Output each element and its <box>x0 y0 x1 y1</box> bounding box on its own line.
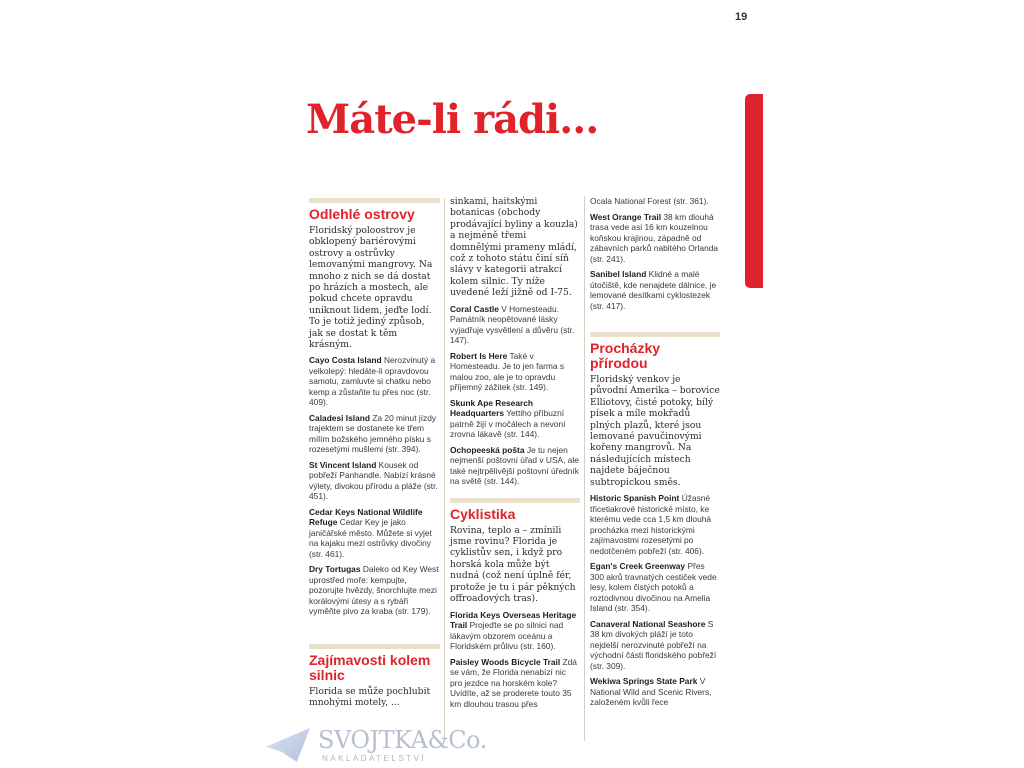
entry-cayo-costa <box>309 355 440 408</box>
entry-caladesi <box>309 413 440 455</box>
section-heading-odlehle-ostrovy: Odlehlé ostrovy <box>309 206 415 222</box>
section-lead: Floridský poloostrov je obklopený bariérovými ostrovy a ostrůvky lemovanými mangrovy. Na mnoho z nich se dá dostat po hrázích a mostech, ale pokud chcete opravdu uniknout lidem, jeďte lodí. To je totiž jediný způsob, jak se dostat k těm krásným. <box>309 225 433 351</box>
entry-ocala-continued <box>590 196 720 207</box>
entry-robert-is-here <box>450 351 580 393</box>
section-heading-prochazky: Procházky přírodou <box>590 340 661 371</box>
entry-text: Ocala National Forest (str. 361). <box>590 196 709 206</box>
entry-name: Florida Keys Overseas Heritage Trail <box>450 609 577 630</box>
entry-sanibel-island <box>590 269 720 311</box>
entry-name: Dry Tortugas <box>309 564 361 575</box>
entry-text: Nerozvinutý a velkolepý: hledáte-li opravdovou samotu, zamluvte si chatku nebo kemp a zůstaňte tu přes noc (str. 409). <box>309 355 436 408</box>
entry-st-vincent <box>309 460 440 502</box>
entry-text: Kousek od pobřeží Panhandle. Nabízí krásné výlety, divokou přírodu a pláže (str. 451). <box>309 459 438 502</box>
section-bar <box>309 644 440 649</box>
entry-name: St Vincent Island <box>309 459 377 470</box>
entry-text: Za 20 minut jízdy trajektem se dostanete ke třem mílím božského jemného písku s rozesetými mušlemi (str. 394). <box>309 412 437 455</box>
entry-name: West Orange Trail <box>590 211 662 222</box>
publisher-name: SVOJTKA&Co. <box>318 726 487 754</box>
entry-name: Paisley Woods Bicycle Trail <box>450 656 561 667</box>
section-lead: Floridský venkov je původní Amerika – borovice Elliotovy, čisté potoky, bílý písek a míle mokřadů plných plazů, které jsou lemované pavučinovými kořeny mangrovů. Na následujících místech najdete báječnou subtropickou směs. <box>590 374 720 488</box>
entry-text: S 38 km divokých pláží je toto nejdelší nerozvinuté pobřeží na východní části floridského pobřeží (str. 309). <box>590 618 717 671</box>
section-bar <box>309 198 440 203</box>
publisher-subtitle: NAKLADATELSTVÍ <box>322 754 427 763</box>
entry-florida-keys-trail <box>450 610 580 652</box>
entry-name: Canaveral National Seashore <box>590 618 706 629</box>
entry-coral-castle <box>450 304 580 346</box>
entry-text: Projeďte se po silnici nad lákavým obzorem oceánu a Floridském průlivu (str. 160). <box>450 620 564 651</box>
section-lead-continued: sinkami, haitskými botanicas (obchody prodávající byliny a kouzla) a nejméně třemi domnělými prameny mládí, což z tohoto státu činí síň slávy v kategorii atrakcí kolem silnic. Ty níže uvedené leží jižně od I-75. <box>450 196 578 299</box>
entry-historic-spanish-point <box>590 493 720 556</box>
section-lead: Florida se může pochlubit mnohými motely, ... <box>309 685 431 709</box>
entry-name: Historic Spanish Point <box>590 493 680 504</box>
column-divider <box>444 198 445 738</box>
entry-name: Cayo Costa Island <box>309 355 382 366</box>
entry-cedar-keys <box>309 507 440 560</box>
entry-name: Wekiwa Springs State Park <box>590 676 698 687</box>
section-heading-zajimavosti: Zajímavosti kolem silnic <box>309 651 431 683</box>
publisher-watermark <box>266 726 487 766</box>
entry-text: Klidné a malé útočiště, kde nenajdete dálnice, je lemované desítkami cyklostezek (str. 417). <box>590 269 717 311</box>
entry-name: Caladesi Island <box>309 412 370 423</box>
entry-wekiwa-springs <box>590 676 720 708</box>
entry-name: Skunk Ape Research Headquarters <box>450 397 534 419</box>
chapter-side-tab <box>745 94 763 288</box>
entry-west-orange-trail <box>590 212 720 265</box>
entry-text: Úžasné třicetiakrové historické místo, ke kterému vede cca 1,5 km dlouhá procházka mezi historickými zajímavostmi rozesetými po nedotčeném pobřeží (str. 406). <box>590 493 712 556</box>
page-number: 19 <box>735 11 748 23</box>
entry-egans-creek <box>590 561 720 614</box>
entry-text: V National Wild and Scenic Rivers, založeném kvůli řece <box>590 676 712 708</box>
entry-paisley-woods <box>450 657 580 710</box>
entry-text: Yettiho příbuzní patrně žijí v močálech a nevoní zrovna lákavě (str. 144). <box>450 408 566 440</box>
entry-dry-tortugas <box>309 564 440 617</box>
section-bar <box>590 332 720 337</box>
column-divider <box>584 196 585 741</box>
section-heading-cyklistika: Cyklistika <box>450 505 516 522</box>
entry-ochopee-posta <box>450 445 580 487</box>
entry-text: Daleko od Key West uprostřed moře: kempujte, pozorujte hvězdy, šnorchlujte mezi korálovými útesy a s rybáři vyměňte pivo za kraba (str. 179). <box>309 564 439 617</box>
entry-text: Cedar Key je jako janičářské město. Můžete si vyjet na kajaku mezi ostrůvky divočiny (str. 461). <box>309 517 432 559</box>
entry-name: Cedar Keys National Wildlife Refuge <box>309 506 423 528</box>
entry-text: V Homesteadu. Památník neopětované lásky vyjadřuje vysvětlení a důvěru (str. 147). <box>450 303 575 346</box>
column-3 <box>590 196 720 713</box>
entry-name: Robert Is Here <box>450 350 508 361</box>
section-lead: Rovina, teplo a – zmínili jsme rovinu? Florida je cyklistův sen, i když pro horská kola může být nudná (což není úplně fér, protože je tu i pár pěkných offroadových tras). <box>450 524 576 605</box>
entry-text: 38 km dlouhá trasa vede asi 16 km kouzelnou koňskou krajinou, západně od zábavních parků nabitého Orlanda (str. 241). <box>590 211 719 264</box>
section-bar <box>450 498 580 503</box>
entry-text: Přes 300 akrů travnatých cestiček vede lesy, kolem čistých potoků a roztodivnou divočinou na Amelia Island (str. 354). <box>590 561 717 614</box>
page-title: Máte-li rádi… <box>306 96 599 143</box>
entry-name: Coral Castle <box>450 303 499 314</box>
column-2 <box>450 196 580 714</box>
entry-name: Sanibel Island <box>590 269 647 279</box>
entry-text: Je tu nejen nejmenší poštovní úřad v USA, ale také nejtrpělivější poštovní úředník na světě (str. 144). <box>450 444 579 487</box>
entry-text: Také v Homesteadu. Je to jen farma s malou zoo, ale je to opravdu příjemný zážitek (str. 149). <box>450 350 565 393</box>
publisher-logo-icon <box>266 728 310 762</box>
entry-name: Egan's Creek Greenway <box>590 561 686 572</box>
entry-text: Zdá se vám, že Florida nenabízí nic pro jezdce na horském kole? Uvidíte, až se proderete touto 35 km dlouhou trasou přes <box>450 656 577 709</box>
entry-skunk-ape <box>450 398 580 440</box>
entry-canaveral <box>590 619 720 672</box>
entry-name: Ochopeeská pošta <box>450 444 525 455</box>
column-1 <box>309 198 440 714</box>
